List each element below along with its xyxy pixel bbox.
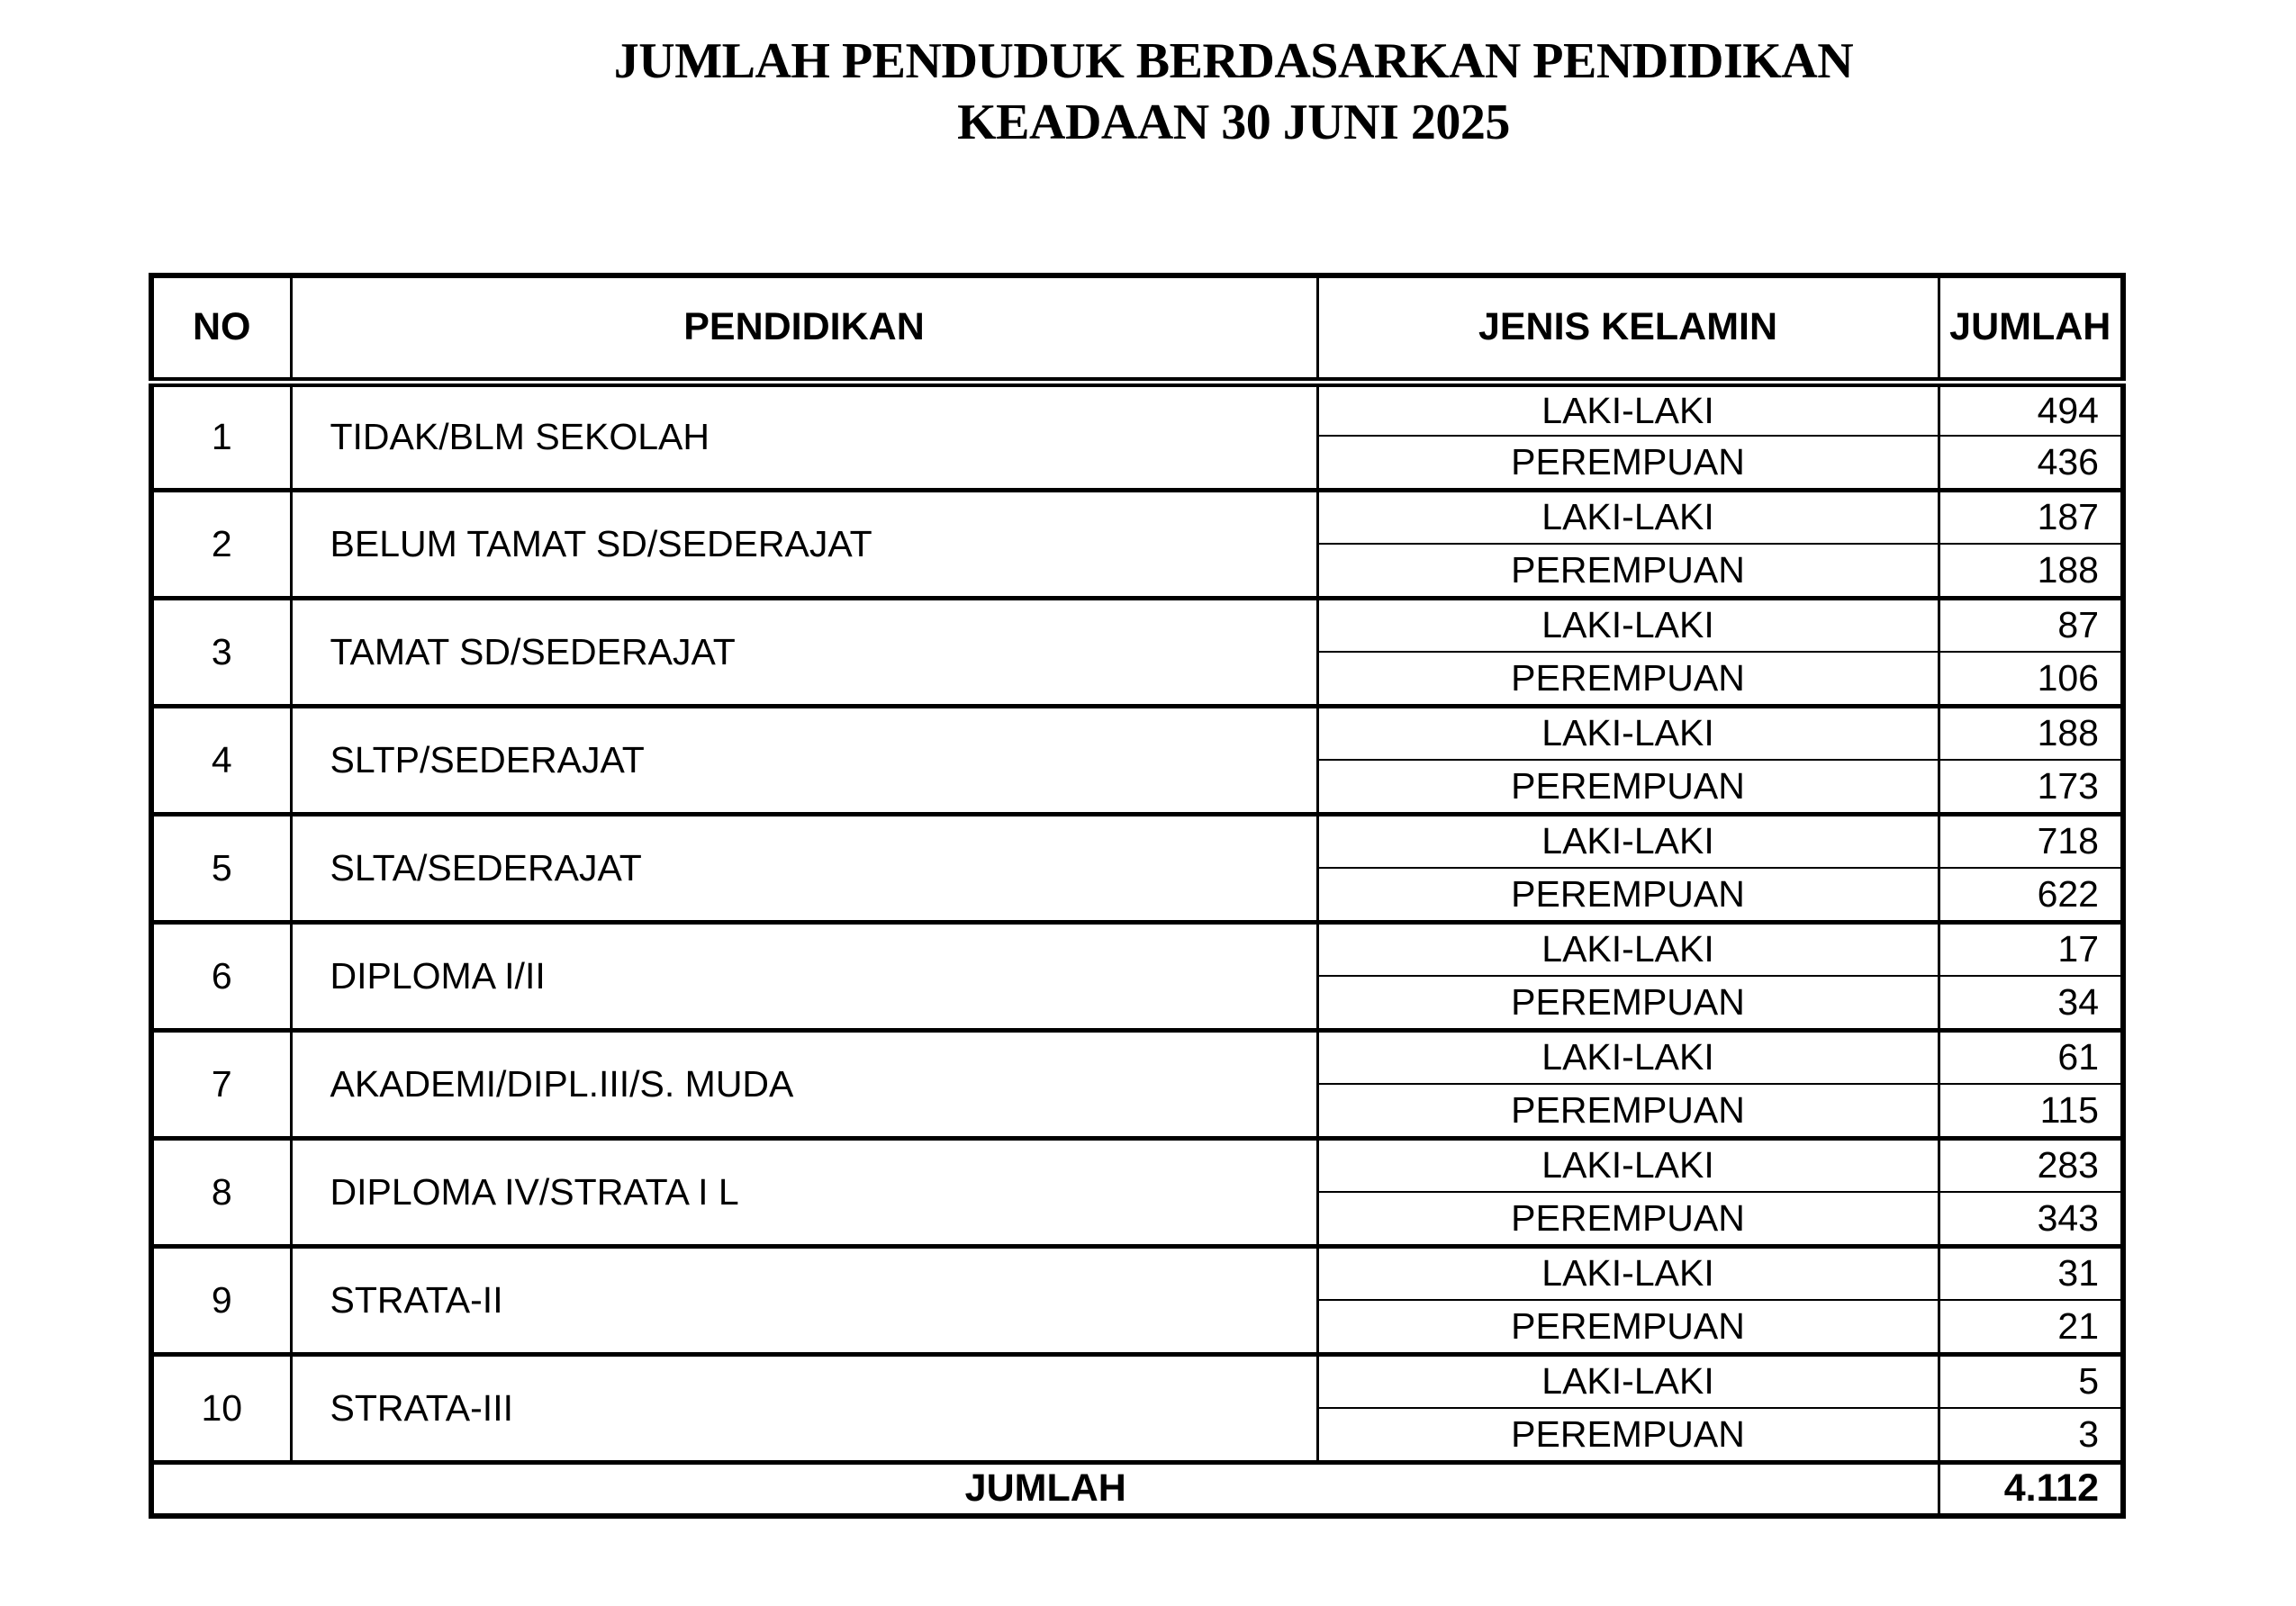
gender-label: LAKI-LAKI: [1317, 598, 1939, 652]
table-row: [151, 382, 2123, 436]
count-value: 343: [1939, 1192, 2123, 1246]
row-number: 3: [151, 598, 291, 706]
column-header-jenis-kelamin: JENIS KELAMIN: [1317, 275, 1939, 382]
row-number: 8: [151, 1138, 291, 1246]
education-label: BELUM TAMAT SD/SEDERAJAT: [291, 490, 1317, 598]
row-number: 7: [151, 1030, 291, 1138]
table-row: [151, 490, 2123, 544]
table-row: [151, 1138, 2123, 1192]
gender-label: PEREMPUAN: [1317, 868, 1939, 922]
count-value: 494: [1939, 382, 2123, 436]
gender-label: PEREMPUAN: [1317, 976, 1939, 1030]
gender-label: PEREMPUAN: [1317, 1300, 1939, 1354]
column-header-jumlah: JUMLAH: [1939, 275, 2123, 382]
gender-label: LAKI-LAKI: [1317, 490, 1939, 544]
count-value: 115: [1939, 1084, 2123, 1138]
row-number: 9: [151, 1246, 291, 1354]
education-label: STRATA-III: [291, 1354, 1317, 1462]
count-value: 173: [1939, 760, 2123, 814]
total-row: [151, 1462, 2123, 1516]
gender-label: PEREMPUAN: [1317, 652, 1939, 706]
table-row: [151, 814, 2123, 868]
gender-label: PEREMPUAN: [1317, 1408, 1939, 1462]
gender-label: LAKI-LAKI: [1317, 922, 1939, 976]
column-header-no: NO: [151, 275, 291, 382]
count-value: 17: [1939, 922, 2123, 976]
count-value: 188: [1939, 544, 2123, 598]
count-value: 21: [1939, 1300, 2123, 1354]
education-label: STRATA-II: [291, 1246, 1317, 1354]
gender-label: LAKI-LAKI: [1317, 1138, 1939, 1192]
table-row: [151, 1354, 2123, 1408]
education-label: SLTP/SEDERAJAT: [291, 706, 1317, 814]
count-value: 34: [1939, 976, 2123, 1030]
education-label: AKADEMI/DIPL.III/S. MUDA: [291, 1030, 1317, 1138]
count-value: 436: [1939, 436, 2123, 490]
table-row: [151, 922, 2123, 976]
row-number: 1: [151, 382, 291, 490]
header-row: [151, 275, 2123, 382]
page-subtitle: KEADAAN 30 JUNI 2025: [957, 95, 1510, 150]
count-value: 87: [1939, 598, 2123, 652]
count-value: 61: [1939, 1030, 2123, 1084]
count-value: 3: [1939, 1408, 2123, 1462]
total-value: 4.112: [1939, 1462, 2123, 1516]
count-value: 188: [1939, 706, 2123, 760]
row-number: 5: [151, 814, 291, 922]
page-title: JUMLAH PENDUDUK BERDASARKAN PENDIDIKAN: [613, 33, 1854, 89]
count-value: 187: [1939, 490, 2123, 544]
gender-label: LAKI-LAKI: [1317, 814, 1939, 868]
table-row: [151, 598, 2123, 652]
gender-label: PEREMPUAN: [1317, 1192, 1939, 1246]
row-number: 2: [151, 490, 291, 598]
gender-label: PEREMPUAN: [1317, 1084, 1939, 1138]
count-value: 283: [1939, 1138, 2123, 1192]
row-number: 10: [151, 1354, 291, 1462]
table-row: [151, 706, 2123, 760]
gender-label: PEREMPUAN: [1317, 760, 1939, 814]
row-number: 4: [151, 706, 291, 814]
count-value: 106: [1939, 652, 2123, 706]
gender-label: LAKI-LAKI: [1317, 1030, 1939, 1084]
table-row: [151, 1246, 2123, 1300]
count-value: 622: [1939, 868, 2123, 922]
document-title-block: [0, 31, 2296, 153]
row-number: 6: [151, 922, 291, 1030]
education-population-table: [149, 273, 2126, 1519]
education-label: SLTA/SEDERAJAT: [291, 814, 1317, 922]
total-label: JUMLAH: [151, 1462, 1939, 1516]
count-value: 31: [1939, 1246, 2123, 1300]
education-label: DIPLOMA I/II: [291, 922, 1317, 1030]
count-value: 718: [1939, 814, 2123, 868]
count-value: 5: [1939, 1354, 2123, 1408]
education-label: TIDAK/BLM SEKOLAH: [291, 382, 1317, 490]
gender-label: LAKI-LAKI: [1317, 1246, 1939, 1300]
education-label: TAMAT SD/SEDERAJAT: [291, 598, 1317, 706]
gender-label: LAKI-LAKI: [1317, 1354, 1939, 1408]
gender-label: LAKI-LAKI: [1317, 382, 1939, 436]
gender-label: PEREMPUAN: [1317, 544, 1939, 598]
gender-label: PEREMPUAN: [1317, 436, 1939, 490]
education-label: DIPLOMA IV/STRATA I L: [291, 1138, 1317, 1246]
table-row: [151, 1030, 2123, 1084]
gender-label: LAKI-LAKI: [1317, 706, 1939, 760]
column-header-pendidikan: PENDIDIKAN: [291, 275, 1317, 382]
